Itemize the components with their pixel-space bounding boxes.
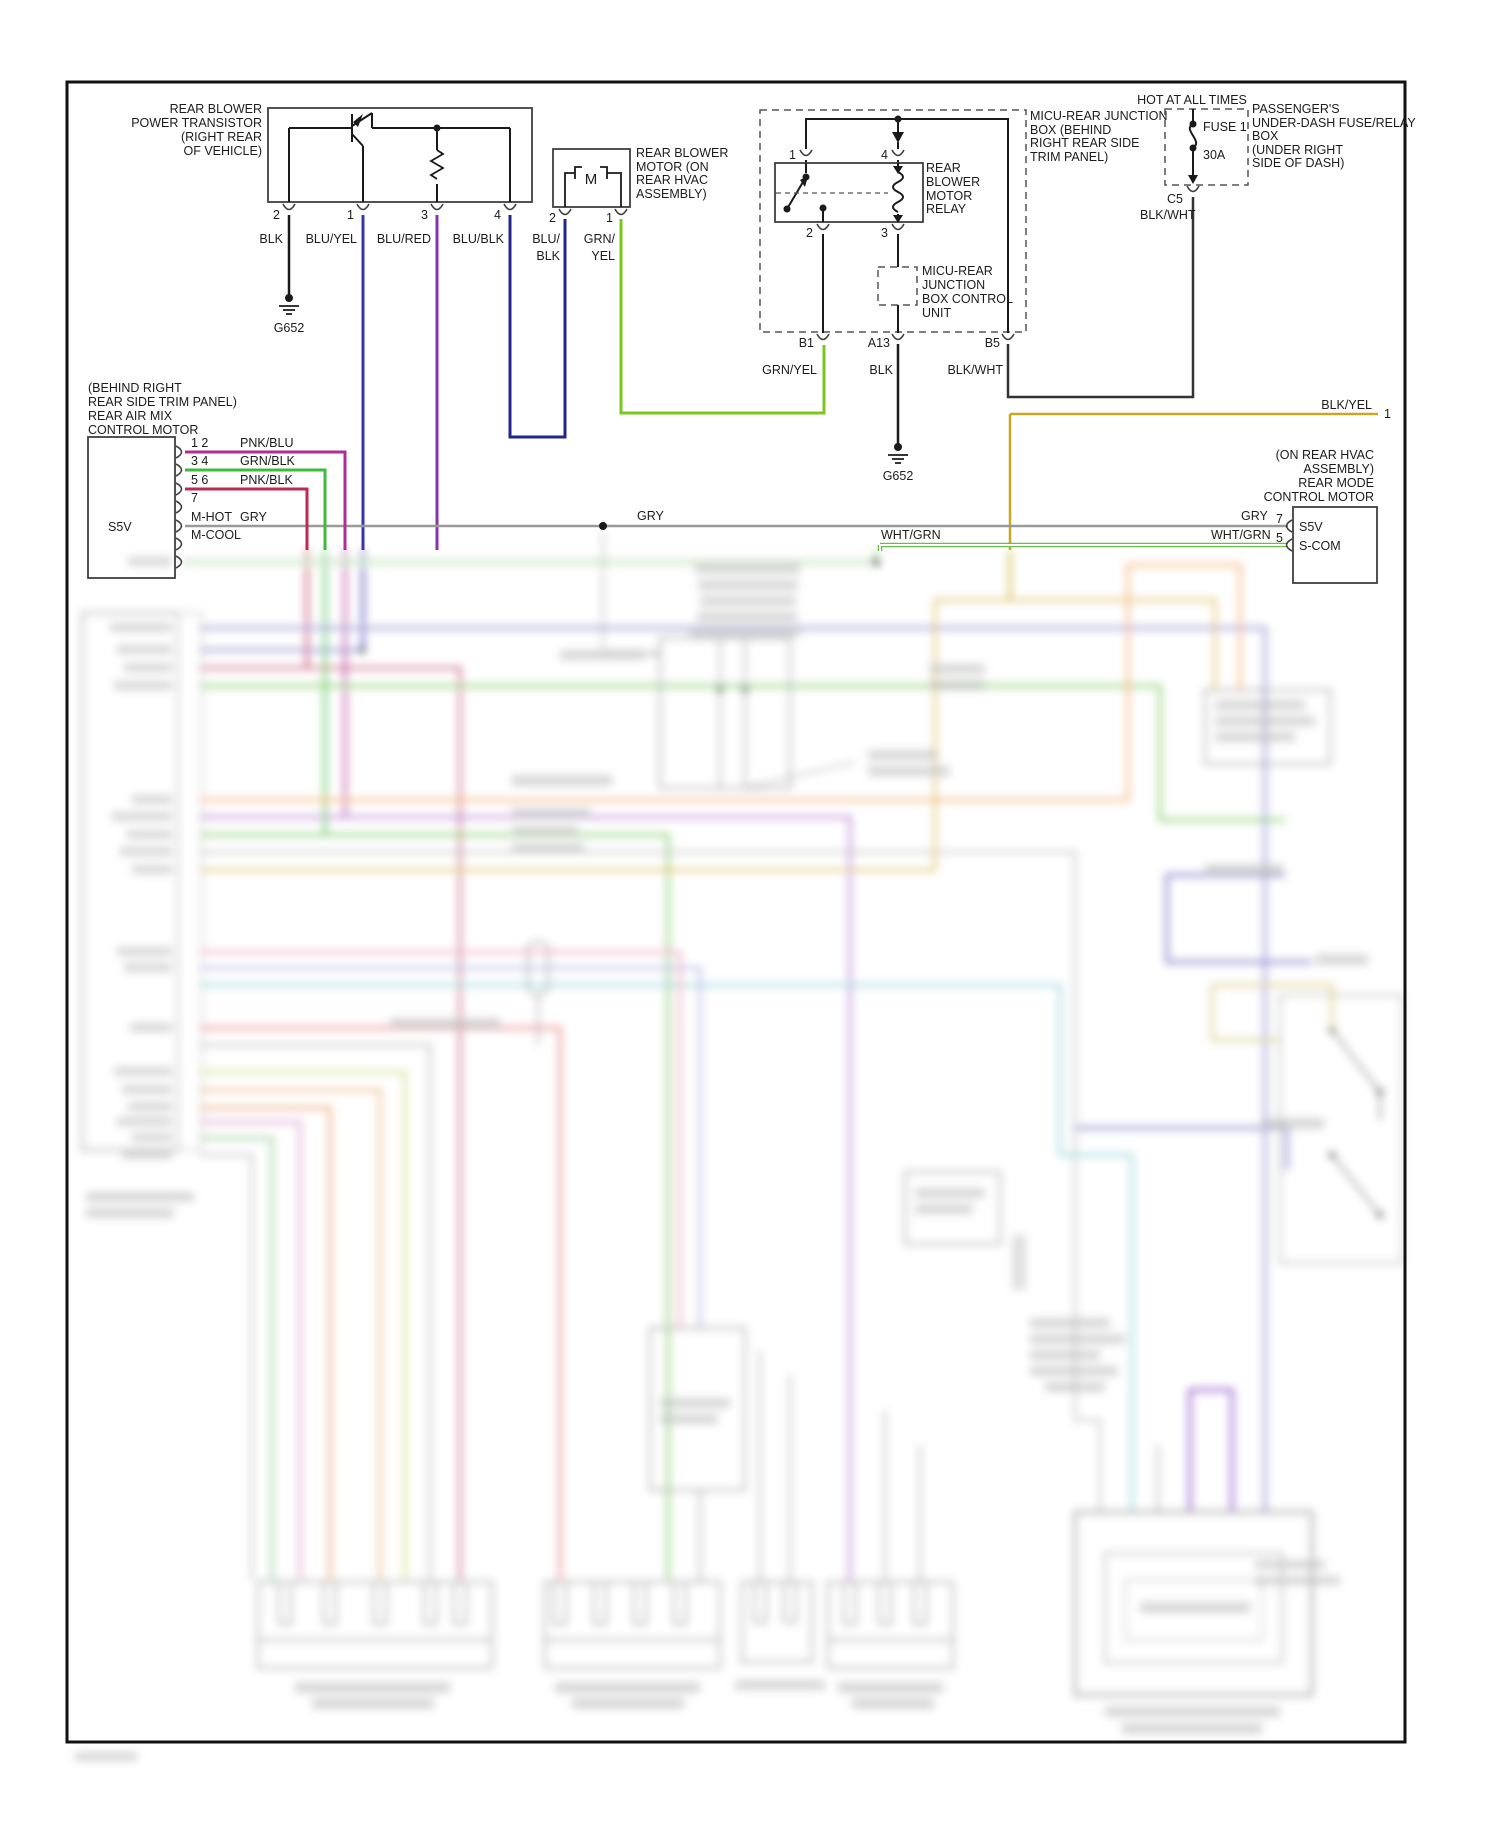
- wire-label-grn-blk: GRN/BLK: [240, 454, 295, 468]
- wire-label-blu-red: BLU/RED: [376, 232, 431, 246]
- svg-text:CONTROL MOTOR: CONTROL MOTOR: [1263, 490, 1374, 504]
- svg-text:1: 1: [347, 208, 354, 222]
- relay-label: REAR: [926, 161, 961, 175]
- svg-text:REAR HVAC: REAR HVAC: [636, 173, 709, 187]
- resistor-symbol: [431, 150, 443, 179]
- fuse-name: FUSE 1: [1203, 120, 1247, 134]
- center-component: [560, 563, 985, 788]
- svg-text:POWER TRANSISTOR: POWER TRANSISTOR: [131, 116, 262, 130]
- svg-text:4: 4: [881, 148, 888, 162]
- wht-grn-label-mid: WHT/GRN: [881, 528, 941, 542]
- svg-text:BOX CONTROL: BOX CONTROL: [922, 292, 1013, 306]
- connector-b5: B5: [984, 336, 1000, 350]
- svg-text:RELAY: RELAY: [926, 202, 967, 216]
- svg-text:ASSEMBLY): ASSEMBLY): [1303, 462, 1374, 476]
- svg-text:7: 7: [1276, 512, 1283, 526]
- svg-text:7: 7: [191, 491, 198, 505]
- connector-b1: B1: [798, 336, 814, 350]
- fuse-rating: 30A: [1203, 148, 1226, 162]
- control-unit-box: [878, 267, 917, 305]
- wire-label-blk-yel: BLK/YEL: [1321, 398, 1372, 412]
- svg-text:BOX: BOX: [1252, 129, 1279, 143]
- air-mix-motor: [88, 381, 345, 578]
- mode-internal-s5v: S5V: [1299, 520, 1323, 534]
- wire-grn-yel: [621, 219, 824, 413]
- wire-label-grn-yel-2: GRN/YEL: [762, 363, 817, 377]
- svg-text:YEL: YEL: [591, 249, 615, 263]
- svg-text:MOTOR (ON: MOTOR (ON: [636, 160, 709, 174]
- mid-wires: [185, 509, 1288, 551]
- wire-label-pnk-blk: PNK/BLK: [240, 473, 293, 487]
- micu-junction-box: [760, 109, 1193, 483]
- ground-symbol: [279, 306, 299, 314]
- blurred-wires: [183, 530, 1285, 1580]
- wire-label-gry: GRY: [240, 510, 267, 524]
- fuse-symbol: [1190, 124, 1196, 148]
- ground-label: G652: [273, 321, 305, 335]
- svg-text:MOTOR: MOTOR: [926, 189, 973, 203]
- svg-text:BLK: BLK: [536, 249, 560, 263]
- wire-label-blu-yel: BLU/YEL: [305, 232, 357, 246]
- wire-label-pnk-blu: PNK/BLU: [240, 436, 294, 450]
- svg-text:5: 5: [1276, 531, 1283, 545]
- hot-label: HOT AT ALL TIMES: [1137, 93, 1247, 107]
- connector-a13: A13: [867, 336, 890, 350]
- connector-c5: C5: [1167, 192, 1183, 206]
- svg-text:RIGHT REAR SIDE: RIGHT REAR SIDE: [1030, 136, 1140, 150]
- svg-text:TRIM PANEL): TRIM PANEL): [1030, 150, 1109, 164]
- junction-box-label: MICU-REAR JUNCTION: [1030, 109, 1168, 123]
- blower-motor-label: REAR BLOWER: [636, 146, 729, 160]
- mode-motor: [1264, 448, 1377, 583]
- wire-label-blk-wht: BLK/WHT: [947, 363, 1003, 377]
- svg-text:5 6: 5 6: [191, 473, 209, 487]
- svg-text:REAR MODE: REAR MODE: [1298, 476, 1374, 490]
- wire-label-blk: BLK: [259, 232, 283, 246]
- wire-label-blk-wht-2: BLK/WHT: [1140, 208, 1196, 222]
- svg-text:1 2: 1 2: [191, 436, 209, 450]
- svg-text:CONTROL MOTOR: CONTROL MOTOR: [88, 423, 199, 437]
- transistor-symbol: [289, 113, 510, 202]
- svg-text:3 4: 3 4: [191, 454, 209, 468]
- svg-text:(RIGHT REAR: (RIGHT REAR: [180, 130, 262, 144]
- svg-text:3: 3: [881, 226, 888, 240]
- power-transistor-label: REAR BLOWER: [169, 102, 262, 116]
- pin-number: 2: [273, 208, 280, 222]
- svg-text:2: 2: [806, 226, 813, 240]
- right-components: [1012, 690, 1402, 1734]
- wire-label-grn-yel: GRN/: [583, 232, 615, 246]
- svg-text:OF VEHICLE): OF VEHICLE): [183, 144, 262, 158]
- svg-text:(UNDER RIGHT: (UNDER RIGHT: [1252, 143, 1343, 157]
- svg-text:ASSEMBLY): ASSEMBLY): [636, 187, 707, 201]
- gry-label-mid: GRY: [637, 509, 664, 523]
- svg-text:UNDER-DASH FUSE/RELAY: UNDER-DASH FUSE/RELAY: [1252, 116, 1416, 130]
- svg-text:2: 2: [549, 211, 556, 225]
- wht-grn-label-right: WHT/GRN: [1211, 528, 1271, 542]
- svg-text:REAR AIR MIX: REAR AIR MIX: [88, 409, 173, 423]
- terminal-1: 1: [1384, 407, 1391, 421]
- wire-label-blu-blk-2: BLU/: [532, 232, 560, 246]
- svg-text:BLOWER: BLOWER: [926, 175, 981, 189]
- svg-text:1: 1: [606, 211, 613, 225]
- pin-label-blobs: [110, 623, 172, 1159]
- svg-text:SIDE OF DASH): SIDE OF DASH): [1252, 156, 1345, 170]
- svg-text:UNIT: UNIT: [922, 306, 952, 320]
- passenger-box-label: PASSENGER'S: [1252, 102, 1340, 116]
- gry-label-right: GRY: [1241, 509, 1268, 523]
- diode-arrow: [892, 132, 904, 143]
- ground-label-2: G652: [882, 469, 914, 483]
- motor-symbol: M: [584, 171, 598, 188]
- fuse-box: [1137, 93, 1416, 222]
- svg-text:4: 4: [494, 208, 501, 222]
- svg-text:1: 1: [789, 148, 796, 162]
- svg-text:M-COOL: M-COOL: [191, 528, 241, 542]
- ground-symbol-2: [888, 455, 908, 463]
- air-mix-internal-s5v: S5V: [108, 520, 132, 534]
- mode-internal-s-com: S-COM: [1299, 539, 1341, 553]
- air-mix-label: (BEHIND RIGHT: [88, 381, 182, 395]
- svg-text:3: 3: [421, 208, 428, 222]
- svg-text:BOX (BEHIND: BOX (BEHIND: [1030, 123, 1112, 137]
- wire-label-blu-blk: BLU/BLK: [452, 232, 504, 246]
- wire-label-blk-2: BLK: [869, 363, 893, 377]
- svg-text:M-HOT: M-HOT: [191, 510, 232, 524]
- control-unit-label: MICU-REAR: [922, 264, 993, 278]
- blurred-region: [75, 530, 1402, 1761]
- relay-switch: [776, 163, 888, 222]
- svg-text:REAR SIDE TRIM PANEL): REAR SIDE TRIM PANEL): [88, 395, 237, 409]
- mode-motor-label: (ON REAR HVAC: [1275, 448, 1374, 462]
- wire-blk-wht: [1008, 197, 1193, 397]
- svg-text:JUNCTION: JUNCTION: [922, 278, 986, 292]
- diagram-border: [67, 82, 1405, 1742]
